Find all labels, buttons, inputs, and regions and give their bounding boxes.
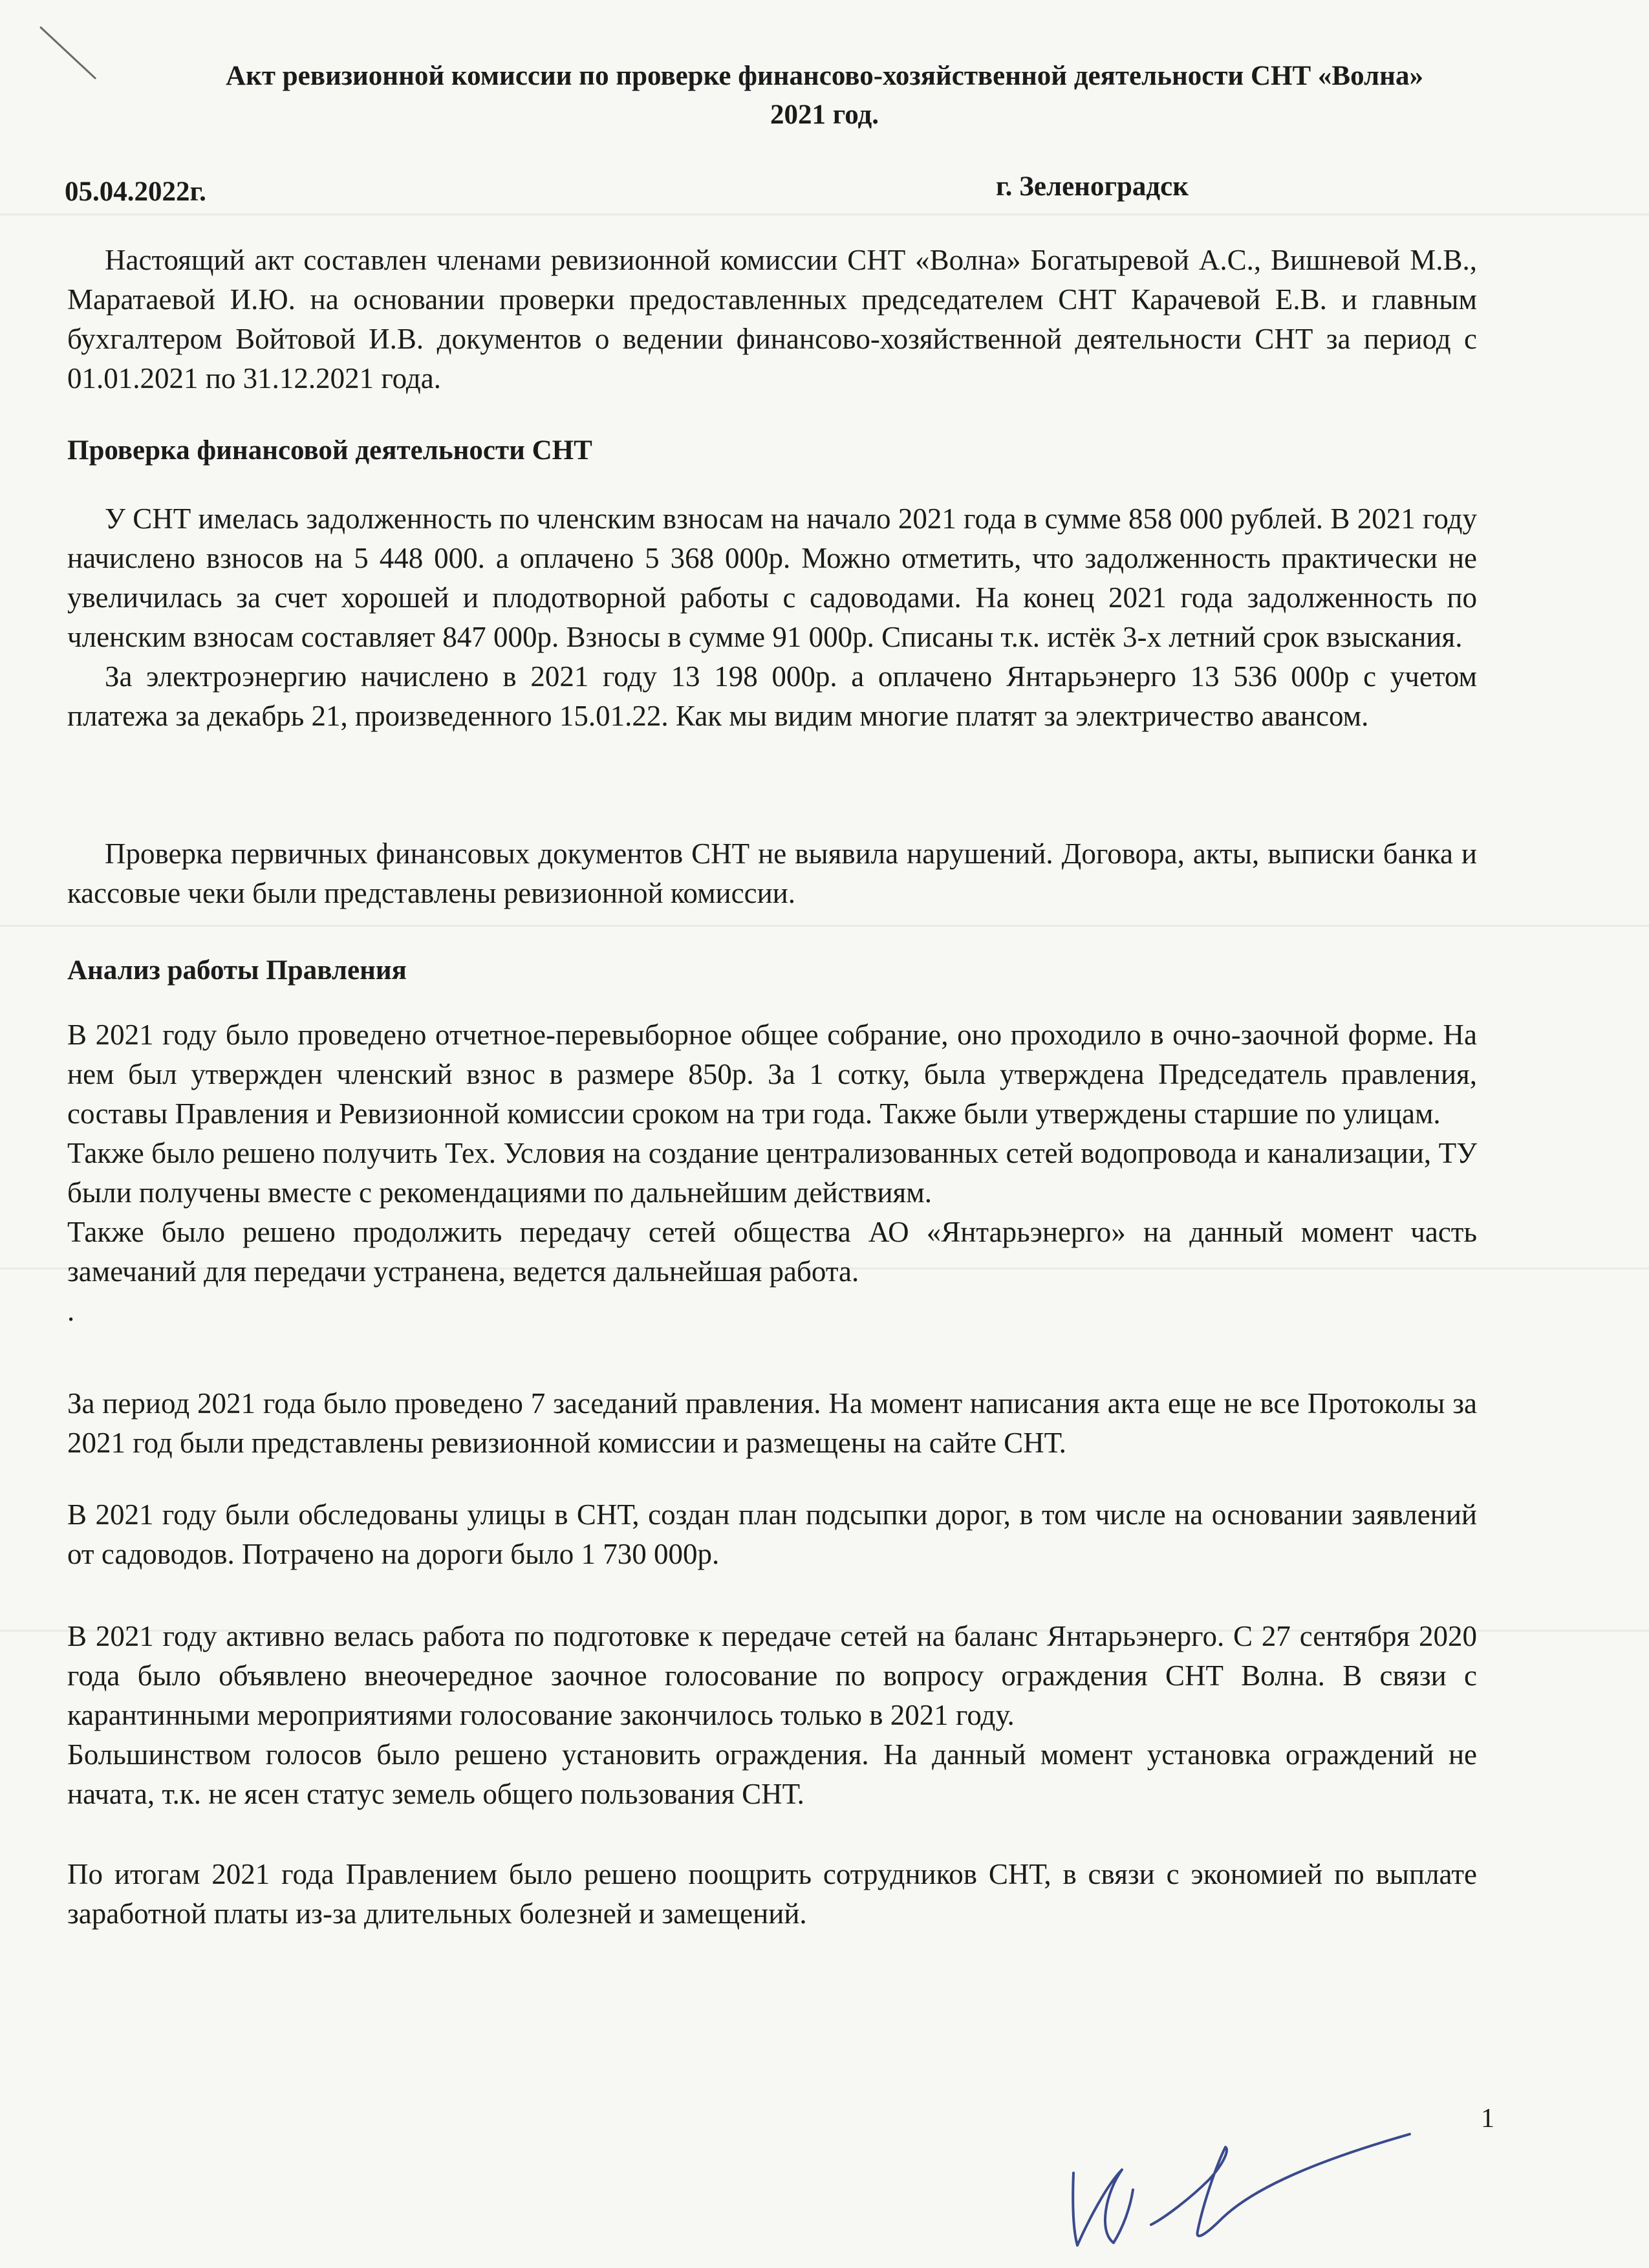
intro-paragraph: Настоящий акт составлен членами ревизионной комиссии СНТ «Волна» Богатыревой А.С., Вишневой М.В., Маратаевой И.Ю. на основании проверки предоставленных председателем СНТ Карачевой Е.В. и главным бухгалтером Войтовой И.В. документов о ведении финансово-хозяйственной деятельности СНТ за период с 01.01.2021 по 31.12.2021 года. [67, 244, 1477, 394]
board-section-part1 [67, 1015, 1477, 1331]
board-paragraph-roads: В 2021 году были обследованы улицы в СНТ, создан план подсыпки дорог, в том числе на основании заявлений от садоводов. Потрачено на дороги было 1 730 000р. [67, 1498, 1477, 1570]
document-city: г. Зеленоградск [996, 171, 1189, 202]
finance-section [67, 499, 1477, 736]
finance-paragraph-electricity: За электроэнергию начислено в 2021 году 13 198 000р. а оплачено Янтарьэнерго 13 536 000р с учетом платежа за декабрь 21, произведенного 15.01.22. Как мы видим многие платят за электричество авансом. [67, 660, 1477, 732]
board-paragraph-meeting: В 2021 году было проведено отчетное-перевыборное общее собрание, оно проходило в очно-заочной форме. На нем был утвержден членский взнос в размере 850р. За 1 сотку, была утверждена Председатель правления, составы Правления и Ревизионной комиссии сроком на три года. Также были утверждены старшие по улицам. [67, 1019, 1477, 1130]
board-paragraph-energy: Также было решено продолжить передачу сетей общества АО «Янтарьэнерго» на данный момент часть замечаний для передачи устранена, ведется дальнейшая работа. [67, 1216, 1477, 1288]
document-title [0, 57, 1649, 135]
title-line-1: Акт ревизионной комиссии по проверке финансово-хозяйственной деятельности СНТ «Волна» [226, 61, 1423, 91]
finance-paragraph-debt: У СНТ имелась задолженность по членским взносам на начало 2021 года в сумме 858 000 рублей. В 2021 году начислено взносов на 5 448 000. а оплачено 5 368 000р. Можно отметить, что задолженность практически не увеличилась за счет хорошей и плодотворной работы с садоводами. На конец 2021 года задолженность по членским взносам составляет 847 000р. Взносы в сумме 91 000р. Списаны т.к. истёк 3-х летний срок взыскания. [67, 502, 1477, 653]
page-number: 1 [1481, 2104, 1494, 2133]
section-heading-board: Анализ работы Правления [67, 955, 407, 986]
board-paragraph-water: Также было решено получить Тех. Условия на создание централизованных сетей водопровода и канализации, ТУ были получены вместе с рекомендациями по дальнейшим действиям. [67, 1137, 1477, 1209]
board-paragraph-fence-vote: В 2021 году активно велась работа по подготовке к передаче сетей на баланс Янтарьэнерго. С 27 сентября 2020 года было объявлено внеочередное заочное голосование по вопросу ограждения СНТ Волна. В связи с карантинными мероприятиями голосование закончилось только в 2021 году. [67, 1620, 1477, 1731]
board-section-fence [67, 1617, 1477, 1814]
board-paragraph-bonus: По итогам 2021 года Правлением было решено поощрить сотрудников СНТ, в связи с экономией по выплате заработной платы из-за длительных болезней и замещений. [67, 1858, 1477, 1930]
board-paragraph-fence-decision: Большинством голосов было решено установить ограждения. На данный момент установка ограждений не начата, т.к. не ясен статус земель общего пользования СНТ. [67, 1738, 1477, 1810]
handwritten-signature [1061, 2037, 1423, 2257]
title-line-2: 2021 год. [770, 100, 879, 130]
stray-dot: . [67, 1295, 75, 1327]
board-paragraph-sessions: За период 2021 года было проведено 7 заседаний правления. На момент написания акта еще не все Протоколы за 2021 год были представлены ревизионной комиссии и размещены на сайте СНТ. [67, 1387, 1477, 1459]
document-date: 05.04.2022г. [65, 177, 206, 207]
finance-paragraph-documents: Проверка первичных финансовых документов СНТ не выявила нарушений. Договора, акты, выписки банка и кассовые чеки были представлены ревизионной комиссии. [67, 837, 1477, 909]
section-heading-finance: Проверка финансовой деятельности СНТ [67, 435, 592, 466]
